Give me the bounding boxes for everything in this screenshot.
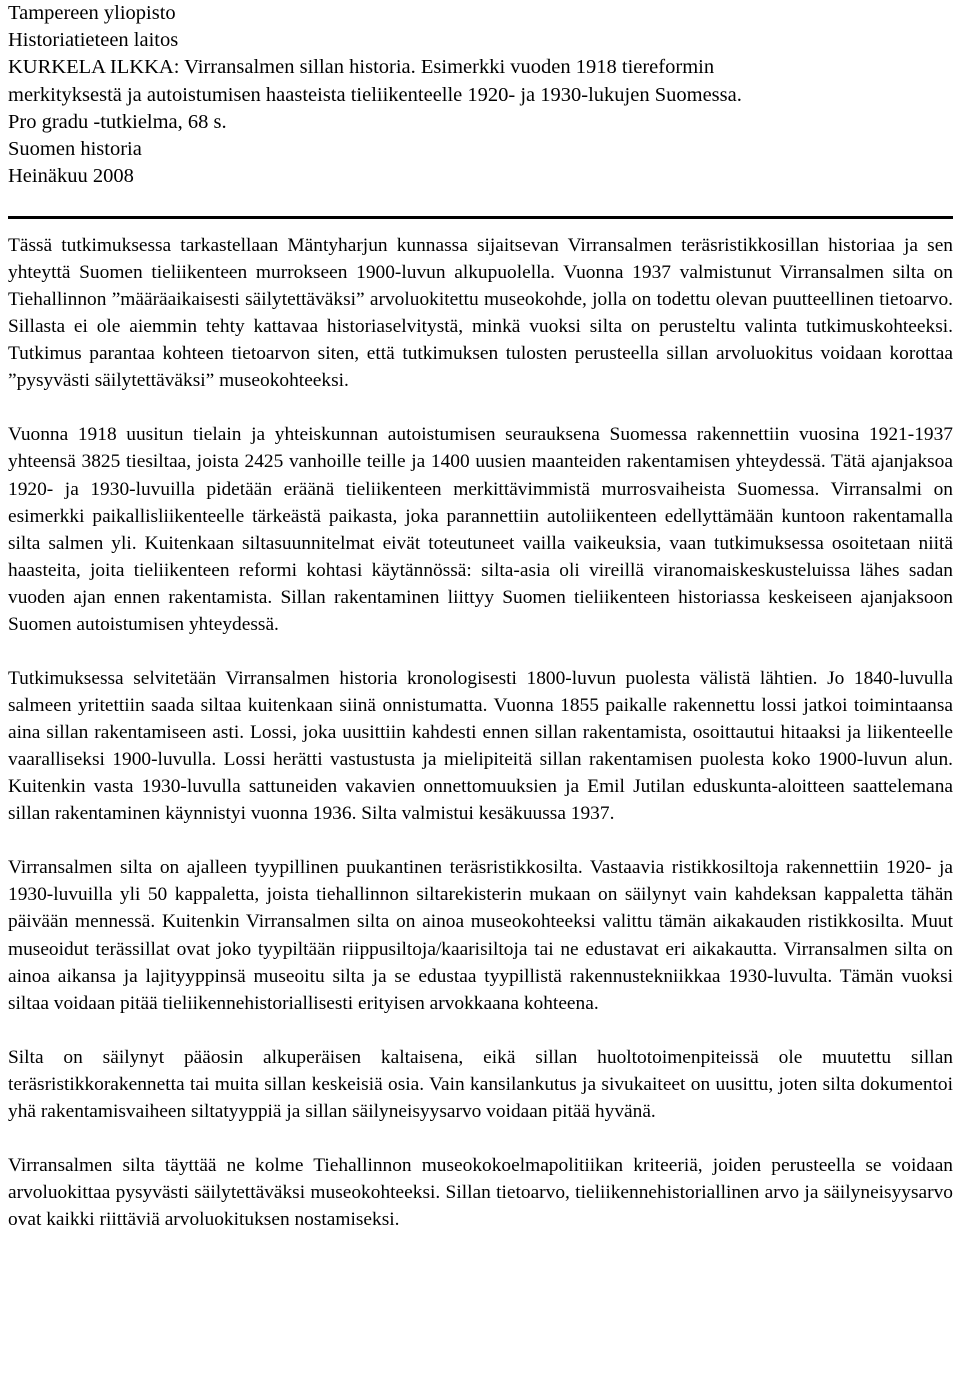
abstract-paragraph: Vuonna 1918 uusitun tielain ja yhteiskunnan autoistumisen seurauksena Suomessa rakennettiin vuosina 1921-1937 yhteensä 3825 tiesiltaa, joista 2425 vanhoille teille ja 1400 uusien maanteiden rakentamisen yhteydessä. Tätä ajanjaksoa 1920- ja 1930-luvuilla pidetään eräänä tieliikenteen merkittävimmistä murrosvaiheista Suomessa. Virransalmi on esimerkki paikallisliikenteelle tärkeästä paikasta, joka parannettiin autoliikenteen edellyttämään kuntoon rakentamalla silta salmen yli. Kuitenkaan siltasuunnitelmat eivät toteutuneet vailla vaikeuksia, vaan tutkimuksessa osoitetaan niitä haasteita, joita tieliikenteen reformi kohtasi käytännössä: silta-asia oli vireillä viranomaiskeskusteluissa lähes sadan vuoden ajan ennen rakentamista. Sillan rakentaminen liittyy Suomen tieliikenteen historiassa keskeiseen ajanjaksoon Suomen autoistumisen yhteydessä. (8, 424, 953, 636)
thesis-header (8, 0, 953, 190)
abstract-body (8, 232, 953, 1260)
thesis-title-line-2: merkityksestä ja autoistumisen haasteista tieliikenteelle 1920- ja 1930-lukujen Suomessa. (8, 83, 742, 106)
department-name: Historiatieteen laitos (8, 29, 179, 52)
abstract-paragraph: Virransalmen silta täyttää ne kolme Tiehallinnon museokokoelmapolitiikan kriteeriä, joiden perusteella se voidaan arvoluokittaa pysyvästi säilytettäväksi museokohteeksi. Sillan tietoarvo, tieliikennehistoriallinen arvo ja säilyneisyysarvo ovat kaikki riittäviä arvoluokituksen nostamiseksi. (8, 1154, 953, 1230)
abstract-paragraph: Virransalmen silta on ajalleen tyypillinen puukantinen teräsristikkosilta. Vastaavia ristikkosiltoja rakennettiin 1920- ja 1930-luvuilla yli 50 kappaletta, joista tiehallinnon siltarekisterin mukaan on säilynyt vain kahdeksan kappaletta tähän päivään mennessä. Kuitenkin Virransalmen silta on ainoa museokohteeksi valittu tämän aikakauden ristikkosilta. Muut museoidut terässillat ovat joko tyypiltään riippusiltoja/kaarisiltoja tai ne edustavat eri aikakautta. Virransalmen silta on ainoa aikansa ja lajityyppinsä museoitu silta ja se edustaa tyypillistä rakennustekniikkaa 1930-luvulta. Tämän vuoksi siltaa voidaan pitää tieliikennehistoriallisesti erityisen arvokkaana kohteena. (8, 857, 953, 1014)
subject: Suomen historia (8, 138, 142, 161)
document-page (8, 0, 953, 1230)
thesis-title-line-1: KURKELA ILKKA: Virransalmen sillan historia. Esimerkki vuoden 1918 tiereformin (8, 56, 715, 79)
university-name: Tampereen yliopisto (8, 2, 176, 24)
abstract-paragraph: Tässä tutkimuksessa tarkastellaan Mäntyharjun kunnassa sijaitsevan Virransalmen teräsristikkosillan historiaa ja sen yhteyttä Suomen tieliikenteen murrokseen 1900-luvun alkupuolella. Vuonna 1937 valmistunut Virransalmen silta on Tiehallinnon ”määräaikaisesti säilytettäväksi” arvoluokitettu museokohde, jolla on todettu olevan puutteellinen tietoarvo. Sillasta ei ole aiemmin tehty kattavaa historiaselvitystä, minkä vuoksi silta on perusteltu valinta tutkimuskohteeksi. Tutkimus parantaa kohteen tietoarvon siten, että tutkimuksen tulosten perusteella sillan arvoluokitus voidaan korottaa ”pysyvästi säilytettäväksi” museokohteeksi. (8, 235, 953, 392)
thesis-date: Heinäkuu 2008 (8, 165, 134, 188)
abstract-paragraph: Tutkimuksessa selvitetään Virransalmen historia kronologisesti 1800-luvun puolesta välistä lähtien. Jo 1840-luvulla salmeen yritettiin saada siltaa kuitenkaan siinä onnistumatta. Vuonna 1855 paikalle rakennettu lossi jatkoi toimintaansa aina sillan rakentamiseen asti. Lossi, joka uusittiin kahdesti ennen sillan rakentamista, osoittautui hitaaksi ja liikenteelle vaaralliseksi 1900-luvulla. Lossi herätti vastustusta ja mielipiteitä sillan rakentamisen puolesta koko 1900-luvun alun. Kuitenkin vasta 1930-luvulla sattuneiden vakavien onnettomuuksien ja Emil Jutilan eduskunta-aloitteen saattelemana sillan rakentaminen käynnistyi vuonna 1936. Silta valmistui kesäkuussa 1937. (8, 667, 953, 825)
thesis-type: Pro gradu -tutkielma, 68 s. (8, 110, 227, 133)
header-divider (8, 216, 953, 219)
abstract-paragraph: Silta on säilynyt pääosin alkuperäisen kaltaisena, eikä sillan huoltotoimenpiteissä ole muutettu sillan teräsristikkorakennetta tai muita sillan keskeisiä osia. Vain kansilankutus ja sivukaiteet on uusittu, joten silta dokumentoi yhä rakentamisvaiheen siltatyyppiä ja sillan säilyneisyysarvo voidaan pitää hyvänä. (8, 1046, 953, 1122)
